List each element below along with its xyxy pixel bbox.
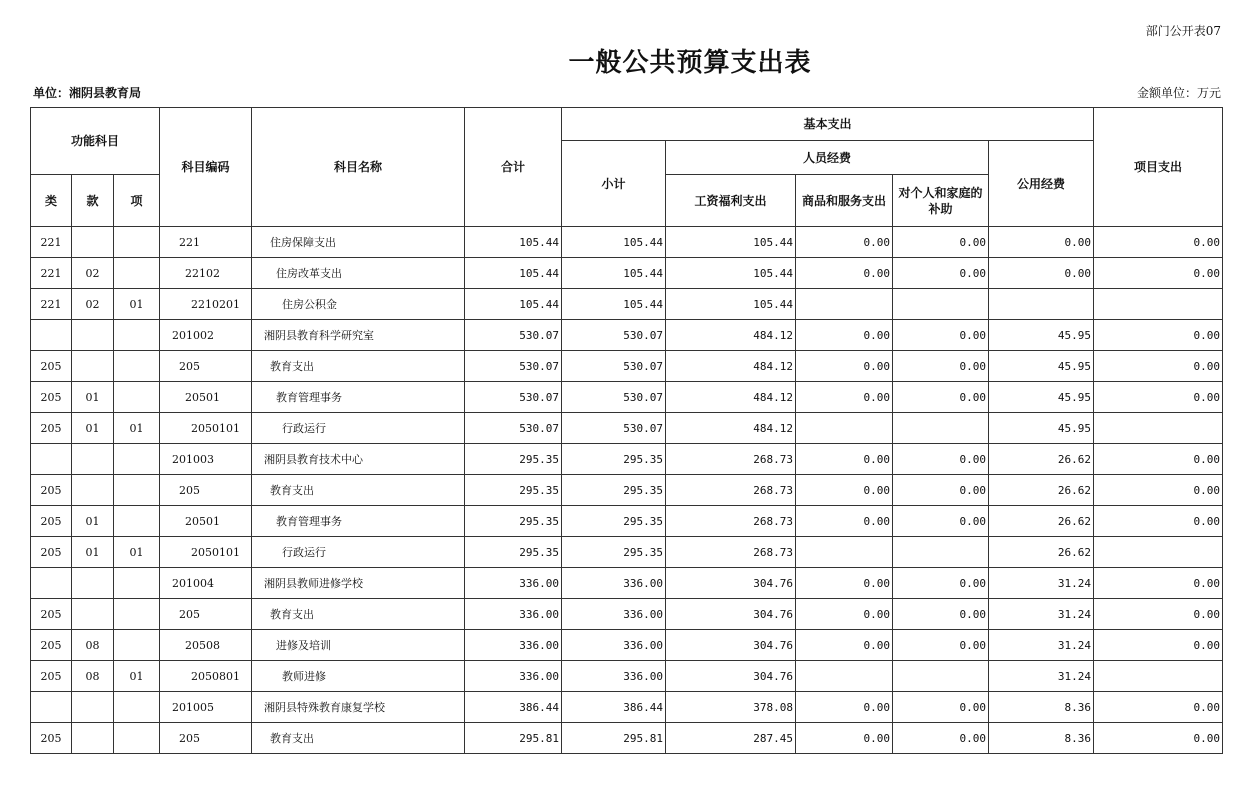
cell-project: 0.00 (1094, 723, 1223, 754)
cell-lei: 205 (31, 599, 72, 630)
table-row (31, 537, 1223, 568)
cell-xiang (114, 475, 160, 506)
cell-xiang (114, 506, 160, 537)
cell-total: 105.44 (465, 227, 562, 258)
cell-project: 0.00 (1094, 320, 1223, 351)
cell-subtotal: 105.44 (562, 258, 666, 289)
cell-wages: 484.12 (666, 382, 796, 413)
header-family: 对个人和家庭的补助 (893, 175, 989, 227)
cell-subtotal: 530.07 (562, 413, 666, 444)
cell-total: 295.35 (465, 444, 562, 475)
cell-code: 20501 (160, 382, 252, 413)
table-row (31, 413, 1223, 444)
cell-kuan: 08 (72, 630, 114, 661)
cell-wages: 378.08 (666, 692, 796, 723)
cell-family: 0.00 (893, 475, 989, 506)
cell-subtotal: 295.35 (562, 475, 666, 506)
cell-code: 2210201 (160, 289, 252, 320)
cell-family: 0.00 (893, 227, 989, 258)
cell-subtotal: 295.35 (562, 506, 666, 537)
cell-total: 386.44 (465, 692, 562, 723)
cell-public: 26.62 (989, 475, 1094, 506)
cell-public: 8.36 (989, 723, 1094, 754)
cell-goods: 0.00 (796, 630, 893, 661)
cell-public: 26.62 (989, 444, 1094, 475)
cell-lei: 221 (31, 258, 72, 289)
cell-name: 住房保障支出 (252, 227, 465, 258)
form-number: 部门公开表07 (1145, 24, 1221, 38)
cell-goods (796, 537, 893, 568)
cell-family: 0.00 (893, 568, 989, 599)
cell-lei: 221 (31, 227, 72, 258)
header-kuan: 款 (72, 175, 114, 227)
cell-family: 0.00 (893, 258, 989, 289)
cell-total: 105.44 (465, 258, 562, 289)
cell-goods: 0.00 (796, 227, 893, 258)
cell-name: 行政运行 (252, 413, 465, 444)
cell-subtotal: 336.00 (562, 630, 666, 661)
cell-family: 0.00 (893, 506, 989, 537)
cell-lei: 205 (31, 661, 72, 692)
cell-subtotal: 295.35 (562, 444, 666, 475)
cell-kuan: 08 (72, 661, 114, 692)
cell-subtotal: 386.44 (562, 692, 666, 723)
table-row (31, 227, 1223, 258)
cell-goods: 0.00 (796, 599, 893, 630)
cell-kuan (72, 568, 114, 599)
cell-family: 0.00 (893, 723, 989, 754)
cell-code: 201005 (160, 692, 252, 723)
cell-goods: 0.00 (796, 320, 893, 351)
cell-goods (796, 661, 893, 692)
cell-xiang (114, 630, 160, 661)
cell-total: 336.00 (465, 568, 562, 599)
cell-name: 住房改革支出 (252, 258, 465, 289)
cell-subtotal: 336.00 (562, 568, 666, 599)
cell-xiang (114, 723, 160, 754)
cell-family (893, 661, 989, 692)
table-row (31, 444, 1223, 475)
cell-xiang: 01 (114, 289, 160, 320)
cell-lei (31, 568, 72, 599)
cell-wages: 484.12 (666, 320, 796, 351)
cell-xiang (114, 444, 160, 475)
cell-lei (31, 692, 72, 723)
cell-project: 0.00 (1094, 506, 1223, 537)
cell-public: 31.24 (989, 568, 1094, 599)
table-header (31, 108, 1223, 227)
table-row (31, 258, 1223, 289)
cell-code: 2050801 (160, 661, 252, 692)
cell-name: 湘阴县特殊教育康复学校 (252, 692, 465, 723)
cell-code: 20508 (160, 630, 252, 661)
cell-goods: 0.00 (796, 382, 893, 413)
cell-kuan: 01 (72, 537, 114, 568)
cell-wages: 268.73 (666, 537, 796, 568)
table-row (31, 599, 1223, 630)
cell-subtotal: 295.35 (562, 537, 666, 568)
table-row (31, 630, 1223, 661)
table-row (31, 382, 1223, 413)
table-row (31, 475, 1223, 506)
cell-project (1094, 661, 1223, 692)
cell-wages: 268.73 (666, 475, 796, 506)
cell-lei: 205 (31, 537, 72, 568)
cell-project: 0.00 (1094, 692, 1223, 723)
cell-total: 295.35 (465, 475, 562, 506)
cell-subtotal: 530.07 (562, 351, 666, 382)
cell-family: 0.00 (893, 692, 989, 723)
cell-total: 295.35 (465, 537, 562, 568)
cell-public: 31.24 (989, 599, 1094, 630)
cell-wages: 268.73 (666, 506, 796, 537)
cell-wages: 304.76 (666, 568, 796, 599)
cell-xiang: 01 (114, 661, 160, 692)
cell-public (989, 289, 1094, 320)
table-row (31, 661, 1223, 692)
cell-total: 336.00 (465, 661, 562, 692)
table-row (31, 289, 1223, 320)
cell-kuan: 01 (72, 382, 114, 413)
cell-wages: 105.44 (666, 289, 796, 320)
cell-name: 湘阴县教育技术中心 (252, 444, 465, 475)
cell-kuan (72, 351, 114, 382)
cell-family: 0.00 (893, 382, 989, 413)
cell-public: 26.62 (989, 506, 1094, 537)
cell-goods: 0.00 (796, 444, 893, 475)
cell-code: 2050101 (160, 413, 252, 444)
cell-wages: 484.12 (666, 413, 796, 444)
header-subtotal: 小计 (562, 141, 666, 227)
cell-name: 湘阴县教师进修学校 (252, 568, 465, 599)
cell-public: 26.62 (989, 537, 1094, 568)
table-row (31, 320, 1223, 351)
cell-lei: 205 (31, 630, 72, 661)
cell-code: 2050101 (160, 537, 252, 568)
cell-wages: 105.44 (666, 227, 796, 258)
header-code: 科目编码 (160, 108, 252, 227)
amount-unit-label: 金额单位：万元 (1136, 86, 1221, 100)
cell-project: 0.00 (1094, 568, 1223, 599)
cell-code: 201004 (160, 568, 252, 599)
cell-kuan: 02 (72, 258, 114, 289)
header-name: 科目名称 (252, 108, 465, 227)
cell-code: 221 (160, 227, 252, 258)
cell-lei: 205 (31, 382, 72, 413)
cell-lei: 221 (31, 289, 72, 320)
cell-total: 336.00 (465, 630, 562, 661)
header-basic: 基本支出 (562, 108, 1094, 141)
cell-xiang: 01 (114, 413, 160, 444)
cell-subtotal: 105.44 (562, 289, 666, 320)
cell-xiang (114, 320, 160, 351)
cell-subtotal: 530.07 (562, 382, 666, 413)
cell-xiang (114, 227, 160, 258)
cell-kuan: 01 (72, 413, 114, 444)
cell-family: 0.00 (893, 320, 989, 351)
cell-lei: 205 (31, 351, 72, 382)
header-func-subject: 功能科目 (31, 108, 160, 175)
cell-kuan: 02 (72, 289, 114, 320)
table-row (31, 506, 1223, 537)
cell-family: 0.00 (893, 599, 989, 630)
cell-wages: 268.73 (666, 444, 796, 475)
cell-family: 0.00 (893, 351, 989, 382)
cell-lei: 205 (31, 475, 72, 506)
budget-table (30, 107, 1223, 754)
header-lei: 类 (31, 175, 72, 227)
cell-project: 0.00 (1094, 630, 1223, 661)
cell-kuan: 01 (72, 506, 114, 537)
cell-kuan (72, 227, 114, 258)
cell-kuan (72, 723, 114, 754)
header-total: 合计 (465, 108, 562, 227)
cell-xiang (114, 568, 160, 599)
header-public: 公用经费 (989, 141, 1094, 227)
cell-family: 0.00 (893, 444, 989, 475)
cell-subtotal: 336.00 (562, 661, 666, 692)
cell-kuan (72, 692, 114, 723)
cell-goods: 0.00 (796, 258, 893, 289)
table-row (31, 692, 1223, 723)
cell-name: 教育管理事务 (252, 382, 465, 413)
cell-code: 205 (160, 351, 252, 382)
cell-project (1094, 289, 1223, 320)
cell-goods: 0.00 (796, 568, 893, 599)
cell-xiang: 01 (114, 537, 160, 568)
cell-public: 45.95 (989, 382, 1094, 413)
cell-xiang (114, 258, 160, 289)
cell-project (1094, 413, 1223, 444)
cell-code: 20501 (160, 506, 252, 537)
cell-xiang (114, 382, 160, 413)
cell-family: 0.00 (893, 630, 989, 661)
page-title: 一般公共预算支出表 (568, 48, 812, 78)
cell-name: 湘阴县教育科学研究室 (252, 320, 465, 351)
table-body (31, 227, 1223, 754)
cell-wages: 105.44 (666, 258, 796, 289)
table-row (31, 723, 1223, 754)
cell-project (1094, 537, 1223, 568)
cell-subtotal: 105.44 (562, 227, 666, 258)
cell-total: 295.35 (465, 506, 562, 537)
cell-name: 教育支出 (252, 475, 465, 506)
unit-label: 单位：湘阴县教育局 (33, 86, 142, 100)
cell-goods: 0.00 (796, 475, 893, 506)
cell-public: 45.95 (989, 351, 1094, 382)
cell-subtotal: 295.81 (562, 723, 666, 754)
cell-total: 530.07 (465, 320, 562, 351)
cell-project: 0.00 (1094, 227, 1223, 258)
cell-wages: 304.76 (666, 599, 796, 630)
cell-lei (31, 444, 72, 475)
cell-public: 31.24 (989, 661, 1094, 692)
cell-total: 105.44 (465, 289, 562, 320)
cell-goods (796, 413, 893, 444)
cell-wages: 304.76 (666, 630, 796, 661)
cell-goods: 0.00 (796, 723, 893, 754)
cell-name: 教师进修 (252, 661, 465, 692)
cell-subtotal: 336.00 (562, 599, 666, 630)
cell-code: 22102 (160, 258, 252, 289)
cell-name: 行政运行 (252, 537, 465, 568)
cell-kuan (72, 599, 114, 630)
cell-public: 45.95 (989, 320, 1094, 351)
cell-project: 0.00 (1094, 444, 1223, 475)
table-row (31, 568, 1223, 599)
cell-family (893, 289, 989, 320)
cell-goods: 0.00 (796, 351, 893, 382)
cell-total: 336.00 (465, 599, 562, 630)
cell-name: 教育支出 (252, 599, 465, 630)
header-goods: 商品和服务支出 (796, 175, 893, 227)
cell-xiang (114, 351, 160, 382)
cell-code: 201003 (160, 444, 252, 475)
header-xiang: 项 (114, 175, 160, 227)
cell-name: 进修及培训 (252, 630, 465, 661)
cell-project: 0.00 (1094, 382, 1223, 413)
cell-name: 住房公积金 (252, 289, 465, 320)
cell-goods: 0.00 (796, 506, 893, 537)
cell-project: 0.00 (1094, 599, 1223, 630)
cell-public: 31.24 (989, 630, 1094, 661)
cell-project: 0.00 (1094, 475, 1223, 506)
cell-project: 0.00 (1094, 351, 1223, 382)
table-row (31, 351, 1223, 382)
cell-public: 45.95 (989, 413, 1094, 444)
cell-code: 205 (160, 475, 252, 506)
cell-kuan (72, 475, 114, 506)
cell-total: 530.07 (465, 351, 562, 382)
cell-code: 205 (160, 723, 252, 754)
cell-total: 530.07 (465, 382, 562, 413)
cell-goods (796, 289, 893, 320)
cell-total: 295.81 (465, 723, 562, 754)
cell-family (893, 537, 989, 568)
cell-lei: 205 (31, 413, 72, 444)
header-wages: 工资福利支出 (666, 175, 796, 227)
header-project: 项目支出 (1094, 108, 1223, 227)
cell-goods: 0.00 (796, 692, 893, 723)
cell-xiang (114, 599, 160, 630)
cell-public: 0.00 (989, 258, 1094, 289)
cell-name: 教育管理事务 (252, 506, 465, 537)
cell-family (893, 413, 989, 444)
header-personnel: 人员经费 (666, 141, 989, 175)
cell-code: 201002 (160, 320, 252, 351)
cell-name: 教育支出 (252, 351, 465, 382)
cell-lei: 205 (31, 506, 72, 537)
cell-kuan (72, 320, 114, 351)
cell-wages: 304.76 (666, 661, 796, 692)
cell-kuan (72, 444, 114, 475)
cell-wages: 484.12 (666, 351, 796, 382)
cell-lei: 205 (31, 723, 72, 754)
cell-public: 8.36 (989, 692, 1094, 723)
cell-name: 教育支出 (252, 723, 465, 754)
cell-subtotal: 530.07 (562, 320, 666, 351)
cell-code: 205 (160, 599, 252, 630)
cell-lei (31, 320, 72, 351)
cell-public: 0.00 (989, 227, 1094, 258)
cell-total: 530.07 (465, 413, 562, 444)
cell-project: 0.00 (1094, 258, 1223, 289)
cell-wages: 287.45 (666, 723, 796, 754)
cell-xiang (114, 692, 160, 723)
